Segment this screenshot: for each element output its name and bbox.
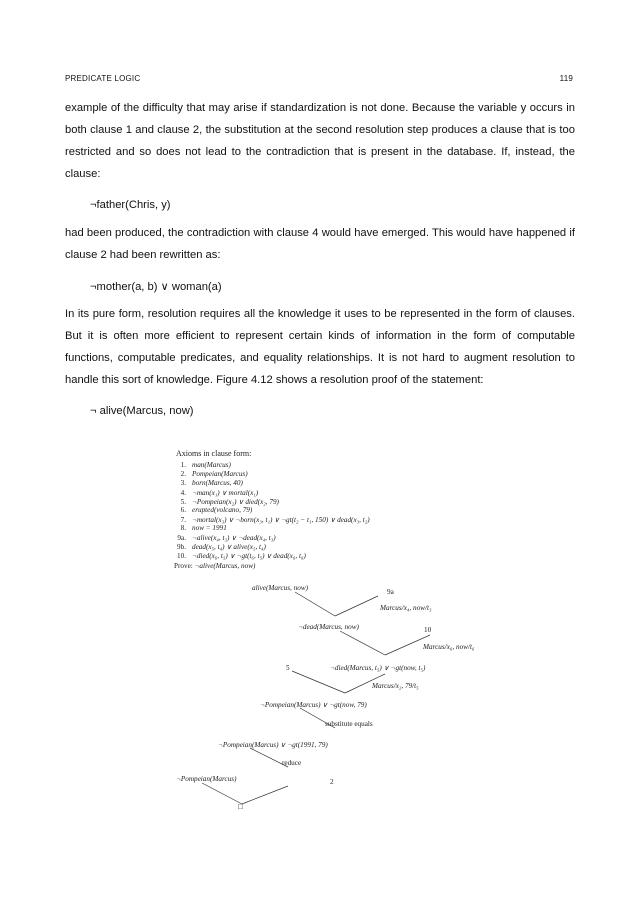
axiom-number: 7. <box>180 516 186 524</box>
axiom-text: now = 1991 <box>192 524 227 532</box>
axiom-number: 4. <box>180 489 186 497</box>
proof-subst-1: Marcus/x₆, now/t₆ <box>423 643 475 651</box>
axiom-text: man(Marcus) <box>192 461 231 469</box>
prove-statement: ¬alive(Marcus, now) <box>194 562 256 570</box>
paragraph-2: had been produced, the contradiction with clause 4 would have emerged. This would have happened if clause 2 had been rewritten as: <box>65 227 575 261</box>
axiom-text: ¬Pompeian(x₂) ∨ died(x₂, 79) <box>192 498 279 506</box>
proof-ref-9a: 9a <box>387 588 394 596</box>
axiom-text: ¬mortal(x₃) ∨ ¬born(x₃, t₁) ∨ ¬gt(t₂ − t₁, 150) ∨ dead(x₃, t₂) <box>192 516 370 524</box>
running-title: PREDICATE LOGIC <box>65 74 141 83</box>
axiom-text: ¬man(x₁) ∨ mortal(x₁) <box>192 489 259 497</box>
page-header <box>65 74 573 83</box>
edge-5b <box>242 786 288 804</box>
formula-alive: ¬ alive(Marcus, now) <box>90 405 194 417</box>
edge-0a <box>295 592 335 616</box>
axiom-number: 6. <box>180 506 186 514</box>
proof-tree-lines <box>140 440 500 830</box>
proof-node-2: ¬died(Marcus, t₅) ∨ ¬gt(now, t₅) <box>330 664 426 672</box>
proof-ref-2: 2 <box>330 778 334 786</box>
axiom-text: dead(x₅, t₄) ∨ alive(x₅, t₄) <box>192 543 266 551</box>
formula-mother: ¬mother(a, b) ∨ woman(a) <box>90 281 222 293</box>
page-number: 119 <box>559 74 573 83</box>
edge-1a <box>340 631 385 655</box>
proof-node-1: ¬dead(Marcus, now) <box>298 623 359 631</box>
axiom-text: erupted(volcano, 79) <box>192 506 253 514</box>
proof-empty-clause: □ <box>238 802 243 811</box>
proof-ref-10: 10 <box>424 626 432 634</box>
axioms-title: Axioms in clause form: <box>176 449 252 458</box>
axiom-number: 9b. <box>177 543 186 551</box>
prove-label: Prove: <box>174 562 193 570</box>
axiom-text: Pompeian(Marcus) <box>192 470 248 478</box>
paragraph-3: In its pure form, resolution requires all the knowledge it uses to be represented in the form of clauses. But it is often more efficient to represent certain kinds of information in the form of computable functions, computable predicates, and equality relationships. It is not hard to augment resolution to handle this sort of knowledge. Figure 4.12 shows a resolution proof of the statement: <box>65 308 575 386</box>
axiom-number: 1. <box>180 461 186 469</box>
axiom-text: ¬died(x₆, t₅) ∨ ¬gt(t₆, t₅) ∨ dead(x₆, t₆) <box>192 552 306 560</box>
axiom-text: ¬alive(x₄, t₃) ∨ ¬dead(x₄, t₃) <box>192 534 276 542</box>
formula-father: ¬father(Chris, y) <box>90 199 171 211</box>
proof-subst-2: Marcus/x₂, 79/t₅ <box>372 682 419 690</box>
axiom-number: 5. <box>180 498 186 506</box>
axiom-number: 3. <box>180 479 186 487</box>
axiom-text: born(Marcus, 40) <box>192 479 243 487</box>
edge-0b <box>335 596 378 616</box>
edge-2a <box>292 671 345 693</box>
proof-node-3: ¬Pompeian(Marcus) ∨ ¬gt(now, 79) <box>260 701 367 709</box>
edge-5a <box>202 783 242 804</box>
axiom-number: 10. <box>177 552 186 560</box>
proof-ref-5: 5 <box>286 664 290 672</box>
resolution-proof-figure <box>140 440 500 830</box>
proof-node-5: ¬Pompeian(Marcus) <box>176 775 237 783</box>
proof-node-4: ¬Pompeian(Marcus) ∨ ¬gt(1991, 79) <box>218 741 328 749</box>
proof-step-reduce: reduce <box>282 759 302 767</box>
proof-subst-0: Marcus/x₄, now/t₃ <box>380 604 432 612</box>
paragraph-1: example of the difficulty that may arise if standardization is not done. Because the variable y occurs in both clause 1 and clause 2, the substitution at the second resolution step produces a clause that is too restricted and so does not lead to the contradiction that is present in the database. If, instead, the clause: <box>65 102 575 180</box>
axiom-number: 9a. <box>177 534 186 542</box>
proof-step-substitute: substitute equals <box>325 720 373 728</box>
proof-node-0: alive(Marcus, now) <box>252 584 309 592</box>
axiom-number: 8. <box>180 524 186 532</box>
axiom-number: 2. <box>180 470 186 478</box>
